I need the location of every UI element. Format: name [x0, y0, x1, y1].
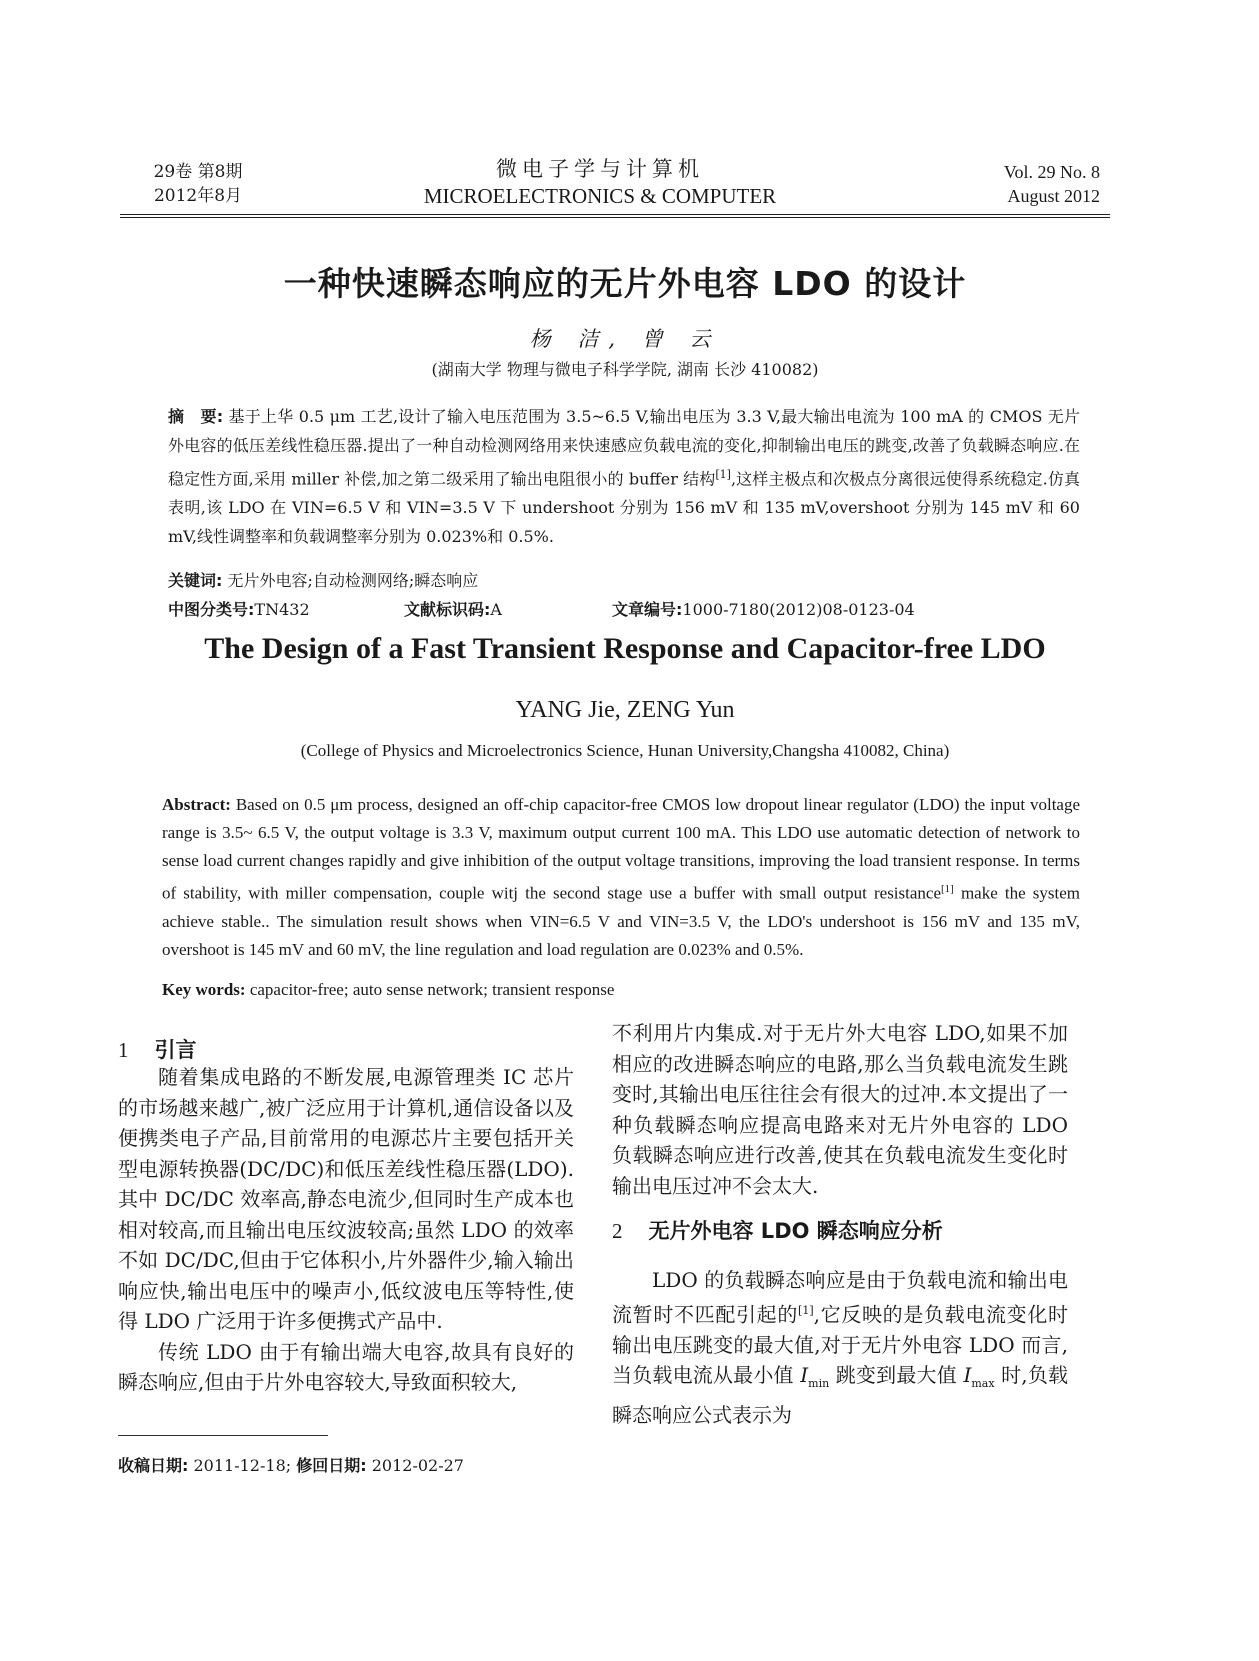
authors-cn: 杨 洁, 曾 云 [529, 327, 721, 351]
clc-label: 中图分类号: [168, 600, 255, 619]
section-1-title: 引言 [154, 1038, 197, 1062]
article-number-label: 文章编号: [612, 600, 683, 619]
section-2-title: 无片外电容 LDO 瞬态响应分析 [648, 1219, 943, 1243]
section-2-text-c: 跳变到最大值 [829, 1363, 964, 1388]
received-date-label: 收稿日期: [118, 1456, 189, 1475]
section-1-heading [118, 1034, 197, 1064]
right-column [612, 1018, 1068, 1201]
keywords-cn [168, 568, 478, 591]
header-volume-cn: 29卷 第8期 [153, 162, 243, 182]
abstract-cn-text-b: ,这样主极点和次极点分离很远使得系统稳定.仿真表明,该 LDO 在 VIN=6.5 V 和 VIN=3.5 V 下 undershoot 分别为 156 mV 和 135 mV,overshoot 分别为 145 mV 和 60 mV,线性调整率和负载调整率分别为 0.023%和 0.5%. [168, 469, 1080, 547]
left-column [118, 1062, 574, 1398]
doc-code-value: A [490, 600, 502, 619]
section-2-number: 2 [612, 1219, 623, 1243]
keywords-cn-label: 关键词: [168, 571, 223, 590]
section-1-paragraph-1: 随着集成电路的不断发展,电源管理类 IC 芯片的市场越来越广,被广泛应用于计算机,通信设备以及便携类电子产品,目前常用的电源芯片主要包括开关型电源转换器(DC/DC)和低压差线性稳压器(LDO).其中 DC/DC 效率高,静态电流少,但同时生产成本也相对较高,而且输出电压纹波较高;虽然 LDO 的效率不如 DC/DC,但由于它体积小,片外器件少,输入输出响应快,输出电压中的噪声小,低纹波电压等特性,使得 LDO 广泛用于许多便携式产品中. [118, 1065, 574, 1333]
footnote-dates [118, 1453, 464, 1476]
abstract-en-citation: [1] [941, 883, 954, 895]
abstract-en [162, 791, 1080, 964]
received-date-value: 2011-12-18; [193, 1456, 292, 1475]
clc-number [168, 597, 310, 620]
keywords-en-label: Key words: [162, 980, 246, 999]
keywords-en-text: capacitor-free; auto sense network; transient response [249, 980, 615, 999]
journal-name-en: MICROELECTRONICS & COMPUTER [423, 184, 777, 208]
section-2-text-a: LDO 的负载瞬态响应是由于负载电流和输出电流暂时不匹配引起的 [612, 1268, 1068, 1327]
symbol-imax: I [963, 1363, 972, 1388]
section-1-number: 1 [118, 1038, 129, 1062]
symbol-imin: I [800, 1363, 809, 1388]
keywords-en [162, 980, 614, 1000]
header-issue-en [960, 160, 1100, 208]
section-2-heading [612, 1215, 943, 1245]
section-2-text-b: ,它反映的是负载电流变化时输出电压跳变的最大值,对于无片外电容 LDO 而言,当负载电流从最小值 [612, 1302, 1069, 1388]
revised-date-value: 2012-02-27 [371, 1456, 464, 1475]
section-2-paragraph-1 [612, 1265, 1068, 1430]
header-issue-cn [128, 160, 268, 208]
symbol-imin-subscript: min [808, 1377, 830, 1391]
abstract-en-label: Abstract: [162, 795, 231, 814]
doc-code-label: 文献标识码: [404, 600, 491, 619]
abstract-en-text-b: make the system achieve stable.. The simulation result shows when VIN=6.5 V and VIN=3.5 V, the LDO's undershoot is 156 mV and 135 mV, overshoot is 145 mV and 60 mV, the line regulation and load regulation are 0.023% and 0.5%. [162, 883, 1080, 959]
abstract-cn [168, 402, 1080, 551]
title-cn: 一种快速瞬态响应的无片外电容 LDO 的设计 [283, 264, 967, 303]
section-1-paragraph-2: 传统 LDO 由于有输出端大电容,故具有良好的瞬态响应,但由于片外电容较大,导致面积较大, [118, 1339, 574, 1394]
abstract-cn-text-a: 基于上华 0.5 μm 工艺,设计了输入电压范围为 3.5~6.5 V,输出电压为 3.3 V,最大输出电流为 100 mA 的 CMOS 无片外电容的低压差线性稳压器.提出了一种自动检测网络用来快速感应负载电流的变化,抑制输出电压的跳变,改善了负载瞬态响应.在稳定性方面,采用 miller 补偿,加之第二级采用了输出电阻很小的 buffer 结构 [168, 407, 1080, 489]
abstract-cn-label: 摘 要: [168, 407, 224, 426]
header-rule [120, 214, 1110, 218]
affiliation-cn: (湖南大学 物理与微电子科学学院, 湖南 长沙 410082) [431, 360, 819, 379]
abstract-cn-citation: [1] [715, 468, 731, 481]
article-number [612, 597, 915, 620]
journal-name-cn: 微电子学与计算机 [496, 157, 704, 181]
section-2-body [612, 1265, 1068, 1430]
footnote-rule [118, 1435, 328, 1436]
affiliation-en: (College of Physics and Microelectronics Science, Hunan University,Changsha 410082, China) [300, 741, 950, 760]
section-2-citation: [1] [798, 1303, 814, 1317]
section-2-text-d: 时,负载瞬态响应公式表示为 [612, 1363, 1069, 1427]
revised-date-label: 修回日期: [296, 1456, 367, 1475]
title-en: The Design of a Fast Transient Response and Capacitor-free LDO [204, 632, 1046, 665]
doc-code [404, 597, 502, 620]
symbol-imax-subscript: max [971, 1377, 995, 1391]
keywords-cn-text: 无片外电容;自动检测网络;瞬态响应 [227, 571, 479, 590]
header-volume-en: Vol. 29 No. 8 [1003, 162, 1100, 182]
abstract-en-text-a: Based on 0.5 μm process, designed an off-chip capacitor-free CMOS low dropout linear regulator (LDO) the input voltage range is 3.5~ 6.5 V, the output voltage is 3.3 V, maximum output current 100 mA. This LDO use automatic detection of network to sense load current changes rapidly and give inhibition of the output voltage transitions, improving the load transient response. In terms of stability, with miller compensation, couple witj the second stage use a buffer with small output resistance [162, 795, 1081, 903]
header-date-cn: 2012年8月 [153, 186, 243, 206]
article-number-value: 1000-7180(2012)08-0123-04 [682, 600, 915, 619]
header-date-en: August 2012 [1007, 186, 1100, 206]
authors-en: YANG Jie, ZENG Yun [515, 697, 735, 723]
right-column-continuation: 不利用片内集成.对于无片外大电容 LDO,如果不加相应的改进瞬态响应的电路,那么当负载电流发生跳变时,其输出电压往往会有很大的过冲.本文提出了一种负载瞬态响应提高电路来对无片外电容的 LDO 负载瞬态响应进行改善,使其在负载电流发生变化时输出电压过冲不会太大. [612, 1021, 1068, 1198]
header-journal [380, 156, 820, 210]
clc-value: TN432 [254, 600, 310, 619]
